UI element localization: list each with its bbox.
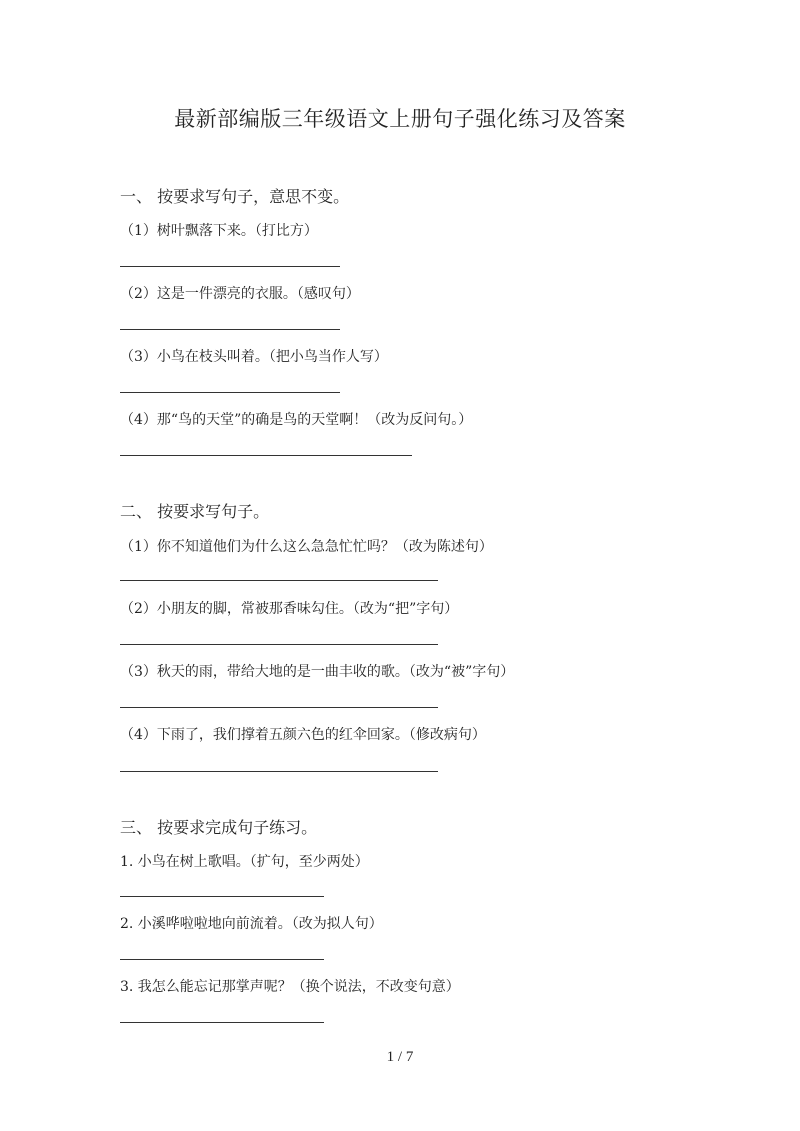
answer-line-1-4[interactable] xyxy=(120,455,412,456)
answer-line-2-1[interactable] xyxy=(120,580,438,581)
question-2-4: （4）下雨了，我们撑着五颜六色的红伞回家。（修改病句） xyxy=(120,727,486,743)
answer-line-3-1[interactable] xyxy=(120,896,324,897)
answer-line-1-2[interactable] xyxy=(120,329,340,330)
section-heading-1: 一、 按要求写句子，意思不变。 xyxy=(120,187,350,206)
question-3-2: 2. 小溪哗啦啦地向前流着。（改为拟人句） xyxy=(120,916,383,932)
answer-line-1-1[interactable] xyxy=(120,266,340,267)
question-1-3: （3）小鸟在枝头叫着。（把小鸟当作人写） xyxy=(120,349,388,365)
question-2-2: （2）小朋友的脚，常被那香味勾住。（改为“把”字句） xyxy=(120,601,459,617)
question-2-1: （1）你不知道他们为什么这么急急忙忙吗？（改为陈述句） xyxy=(120,539,493,555)
answer-line-3-2[interactable] xyxy=(120,959,324,960)
page-title: 最新部编版三年级语文上册句子强化练习及答案 xyxy=(174,107,626,131)
answer-line-3-3[interactable] xyxy=(120,1022,324,1023)
question-2-3: （3）秋天的雨，带给大地的是一曲丰收的歌。（改为“被”字句） xyxy=(120,664,515,680)
question-1-4: （4）那“鸟的天堂”的确是鸟的天堂啊！（改为反问句。） xyxy=(120,412,473,428)
answer-line-2-2[interactable] xyxy=(120,644,438,645)
question-1-1: （1）树叶飘落下来。（打比方） xyxy=(120,223,318,239)
page-indicator: 1 / 7 xyxy=(386,1049,414,1065)
question-3-1: 1. 小鸟在树上歌唱。（扩句，至少两处） xyxy=(120,854,369,870)
question-1-2: （2）这是一件漂亮的衣服。（感叹句） xyxy=(120,286,360,302)
answer-line-2-3[interactable] xyxy=(120,707,438,708)
question-3-3: 3. 我怎么能忘记那掌声呢？（换个说法，不改变句意） xyxy=(120,979,460,995)
answer-line-1-3[interactable] xyxy=(120,392,340,393)
section-heading-2: 二、 按要求写句子。 xyxy=(120,502,270,521)
answer-line-2-4[interactable] xyxy=(120,771,438,772)
section-heading-3: 三、 按要求完成句子练习。 xyxy=(120,818,318,837)
